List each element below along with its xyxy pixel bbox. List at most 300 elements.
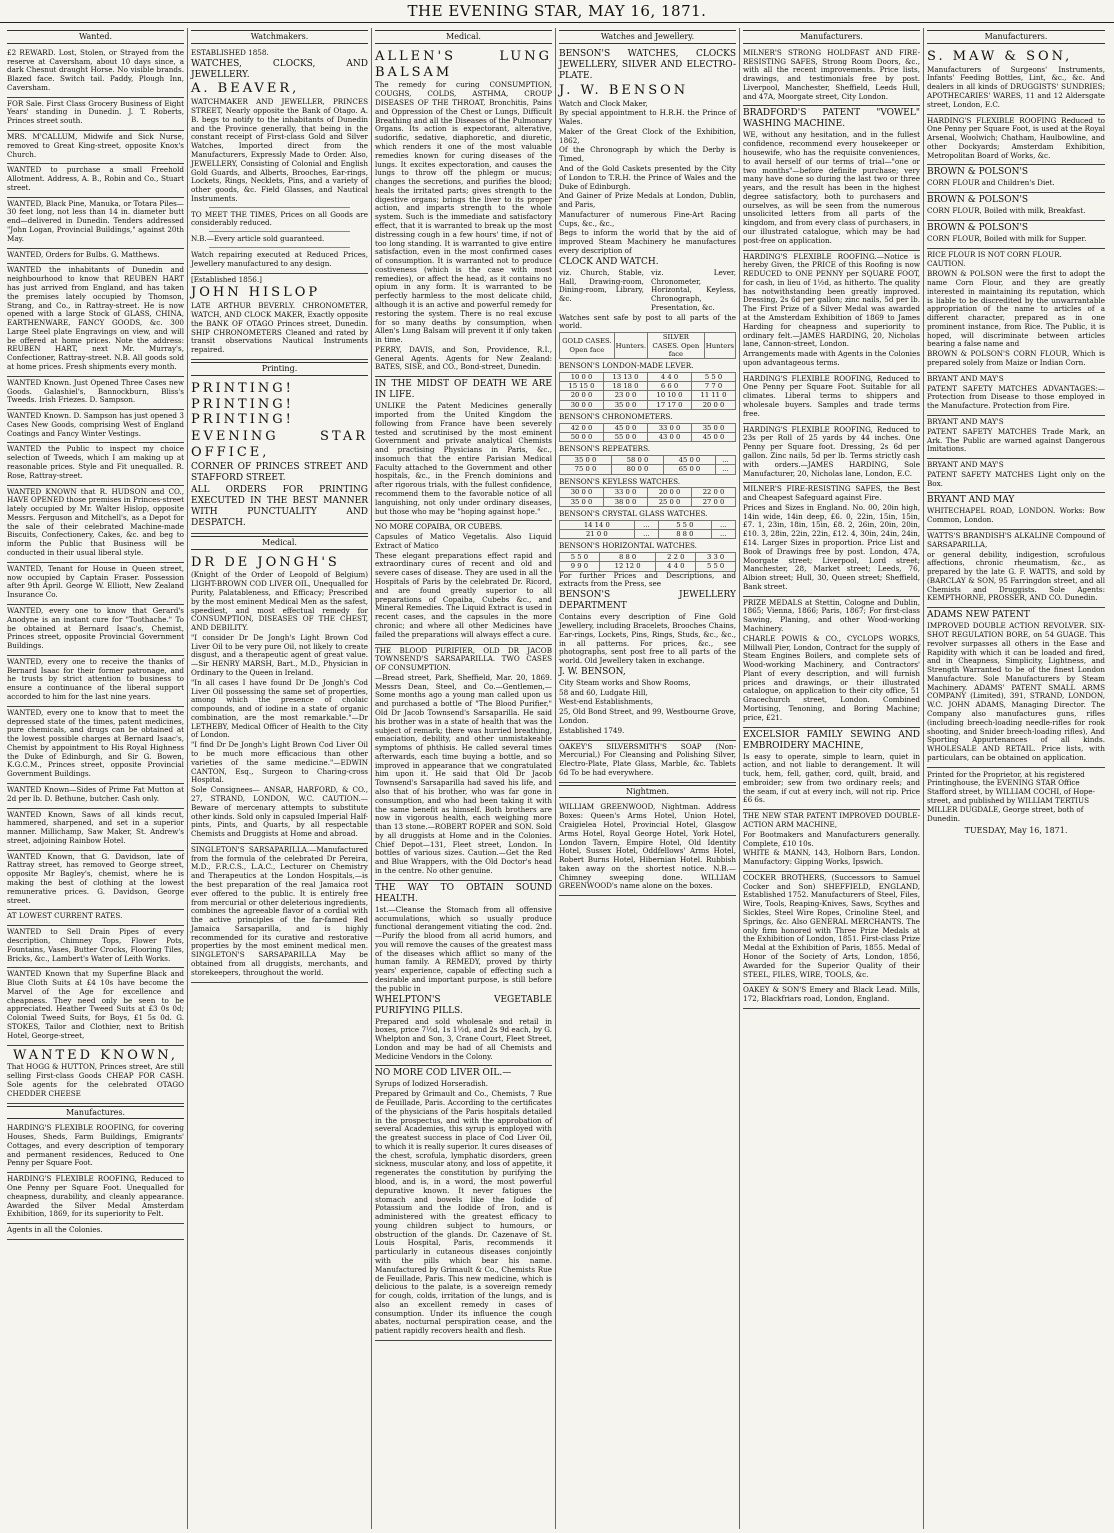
classified-ad <box>7 605 184 656</box>
classified-ad <box>7 98 184 131</box>
ad-subtitle: WHELPTON'S VEGETABLE PURIFYING PILLS. <box>375 994 552 1016</box>
classified-ad <box>7 656 184 707</box>
ad-harding <box>927 115 1105 166</box>
ad-title: THE WAY TO OBTAIN SOUND HEALTH. <box>375 882 552 904</box>
ad-body: Is easy to operate, simple to learn, quiet in action, and not liable to derangement. It will tuck, hem, fell, gather, cord, quilt, braid, and embroider; sew from two ordinary reels; and the seam, if cut at every inch, will not rip. Price £6 6s. <box>743 751 920 805</box>
ad-body: WANTED to purchase a small Freehold Allotment. Address, A. B., Robin and Co., Stuart street. <box>7 165 184 192</box>
column-6 <box>924 28 1108 1529</box>
table-cell: 65 0 0 <box>663 465 715 474</box>
ad-title: J. W. BENSON <box>559 82 689 98</box>
ad-excelsior <box>743 728 920 811</box>
ad-body: PRIZE MEDALS at Stettin, Cologne and Dublin, 1865; Vienna, 1866; Paris, 1867; For first-class Sawing, Planing, and other Wood-working Machinery. <box>743 597 920 633</box>
established: [Established 1856.] <box>191 274 262 284</box>
ad-copaiba <box>375 521 552 644</box>
table-cell: 27 0 0 <box>692 497 736 506</box>
table-row <box>560 553 736 562</box>
ad-printing <box>191 379 368 534</box>
ad-adams <box>927 608 1105 767</box>
table-cell: 45 0 0 <box>692 433 736 442</box>
ad-body: IMPROVED DOUBLE ACTION REVOLVER. SIX-SHOT REGULATION BORE, on 54 GUAGE. This revolver surpasses all others in the Ease and Rapidity with which it can be loaded and fired, and in Cheapness, Simplicity, Lightness, and Strength Warranted to be of the finest London Manufacture. Sole Manufacturers by Steam Machinery. ADAMS' PATENT SMALL ARMS COMPANY (Limited), 391, STRAND, LONDON, W.C. JOHN ADAMS, Managing Director. The Company also manufactures guns, rifles (including breech-loading needle-rifles for rook shooting, and Snider breech-loading rifles), And Sporting Appurtenances of all kinds. WHOLESALE AND RETAIL. Price lists, with particulars, can be obtained on application. <box>927 621 1105 762</box>
ad-body: Begs to inform the world that by the aid of improved Steam Machinery he manufactures every description of <box>559 228 736 256</box>
ad-title: BRYANT AND MAY'S <box>927 373 1004 383</box>
ad-title: BRYANT AND MAY'S <box>927 416 1004 426</box>
table-cell: 4 4 0 <box>648 372 692 381</box>
ad-body: And of the Gold Caskets presented by the City of London to T.R.H. the Prince of Wales and the Duke of Edinburgh. <box>559 163 736 191</box>
table-header-cell: GOLD CASES. Open face <box>560 333 615 359</box>
table-row <box>560 372 736 381</box>
ad-body: WANTED Known that my Superfine Black and Blue Cloth Suits at £4 10s have become the Marvel of the Age for excellence and cheapness. They need only be seen to be appreciated. Heather Tweed Suits at £3 0s 0d; Colonial Tweed Suits, for Boys, £1 5s 0d. G. STOKES, Tailor and Clothier, next to British Hotel, George-street, <box>7 969 184 1040</box>
table-cell: 14 14 0 <box>560 520 635 529</box>
ad-watts <box>927 530 1105 608</box>
table-cell: 30 0 0 <box>560 488 604 497</box>
divider <box>209 247 351 248</box>
ad-sound-health <box>375 881 552 1067</box>
ad-title: JOHN HISLOP <box>191 285 321 301</box>
ad-body: PATENT SAFETY MATCHES Light only on the Box. <box>927 469 1105 488</box>
ad-body: 25, Old Bond Street, and 99, Westbourne Grove, London. <box>559 707 736 725</box>
ad-title: WATTS'S BRANDISH'S ALKALINE Compound of SARSAPARILLA, <box>927 530 1105 549</box>
ad-body: WE, without any hesitation, and in the fullest confidence, recommend every housekeeper or housewife, who has the requisite conveniences, to avail herself of our terms of trial—"one or two months"—before definite purchase; very many have done so during the last two or three years, and the result has been in the highest degree satisfactory, both to purchasers and ourselves, as will be seen from the numerous unsolicited letters from all parts of the kingdom, and from every class of purchasers, in our illustrated catalogue, which may be had post-free on application. <box>743 130 920 245</box>
ad-maw <box>927 47 1105 115</box>
classified-ad <box>7 264 184 376</box>
table-cell: 25 0 0 <box>648 497 692 506</box>
table-cell: ... <box>715 456 735 465</box>
ad-body: —Bread street, Park, Sheffield, Mar. 20, 1869. Messrs Dean, Steel, and Co.—Gentlemen,—Some months ago a young man called upon us and purchased a bottle of "The Blood Purifier," Old Dr Jacob Townsend's Sarsaparilla. He said his brother was in a state of health that was the subject of remark; there was hurried breathing, emaciation, debility, and other unmistakeable symptoms of phthisis. He called several times afterwards, each time buying a bottle, and so improved in appearance that we congratulated him upon it. He said that Old Dr Jacob Townsend's Sarsaparilla had saved his life, and also that of his brother, who was far gone in consumption, and who had been taking it with the same benefit as himself. Both brothers are now in vigorous health, each weighing more than 13 stone.—ROBERT ROPER and SON. Sold by all druggists at Home and in the Colonies. Chief Depot—131, Fleet street, London. In bottles of various sizes. Caution.—Get the Red and Blue Wrappers, with the Old Doctor's head in the centre. No other genuine. <box>375 672 552 876</box>
ad-body: Established 1749. <box>559 725 625 735</box>
section-heading: Manufactures. <box>7 1106 184 1120</box>
ad-oakey-soap <box>559 741 736 783</box>
ad-title: THE NEW STAR PATENT IMPROVED DOUBLE-ACTION ARM MACHINE, <box>743 811 920 829</box>
table-cell: 35 0 0 <box>692 423 736 432</box>
ad-body: WANTED, every one to know that Gerard's Anodyne is an instant cure for "Toothache." To be obtained at Bernard Isaac's, Chemist, Princes street, opposite Provincial Government Buildings. <box>7 605 184 651</box>
imprint-date: TUESDAY, May 16, 1871. <box>964 826 1068 836</box>
ad-title: BRYANT AND MAY'S <box>927 460 1004 470</box>
ad-body: Contains every description of Fine Gold Jewellery, including Bracelets, Brooches Chains, Ear-rings, Lockets, Pins, Rings, Studs, &c., &c., in all patterns. For prices, &c., see photographs, sent post free to all parts of the world. Old Jewellery taken in exchange. <box>559 612 736 666</box>
ad-oakey <box>743 984 920 1009</box>
ad-body: West-end Establishments, <box>559 697 654 707</box>
table-cell: 38 0 0 <box>604 497 648 506</box>
ad-bryant-may-2 <box>927 416 1105 459</box>
table-cell: 21 0 0 <box>560 530 635 539</box>
table-cell: 2 2 0 <box>656 553 696 562</box>
section-heading: Wanted. <box>7 30 184 44</box>
ad-body: WANTED to Sell Drain Pipes of every description, Chimney Tops, Flower Pots, Fountains, Vases, Butter Crocks, Flooring Tiles, Bricks, &c., Lambert's Water of Leith Works. <box>7 927 184 963</box>
table-cell: 5 5 0 <box>692 372 736 381</box>
divider <box>209 231 351 232</box>
section-heading: Medical. <box>375 30 552 44</box>
table-cell: 5 5 0 <box>659 520 711 529</box>
column-4 <box>556 28 740 1529</box>
table-row <box>560 520 736 529</box>
ad-subtitle: Syrups of Iodized Horseradish. <box>375 1079 489 1089</box>
ad-title: A. BEAVER, <box>191 81 300 97</box>
ad-title: NO MORE COPAIBA, OR CUBEBS. <box>375 522 503 532</box>
price-table <box>559 487 736 507</box>
table-cell: ... <box>715 465 735 474</box>
ad-body: These elegant preparations effect rapid and extraordinary cures of recent and old and severe cases of disease. They are used in all the Hospitals of Paris by the celebrated Dr. Ricord, and are found greatly superior to all preparations of Copaiba, Cubebs &c., and Mineral Remedies. The Liquid Extract is used in recent cases, and the capsules in the more chronic; and where all other Medicines have failed the preparations will always effect a cure. <box>375 550 552 639</box>
ad-heading: WATCHES, CLOCKS, AND JEWELLERY. <box>191 58 368 80</box>
ad-agents: PERRY, DAVIS, and Son, Providence, R.I., General Agents. Agents for New Zealand: BATES, SISE, and CO., Bond-street, Dunedin. <box>375 344 552 372</box>
ad-title: BROWN & POLSON'S <box>927 222 1029 233</box>
price-sections <box>559 362 736 572</box>
ad-body: 58 and 60, Ludgate Hill, <box>559 687 648 697</box>
ad-hislop <box>191 274 368 360</box>
price-table <box>559 552 736 572</box>
classified-ad <box>7 563 184 605</box>
ad-body: WANTED, every one to know that to meet the depressed state of the times, patent medicines, pure chemicals, and drugs can be obtained at the lowest possible charges at Bernard Isaac's, Chemist by appointment to His Royal Highness the Duke of Edinburgh, and Sir G. Bowen, K.G.C.M., Princes street, opposite Provincial Government Buildings. <box>7 707 184 779</box>
table-cell: 13 13 0 <box>604 372 648 381</box>
classified-ad <box>7 164 184 197</box>
ad-body: or general debility, indigestion, scrofulous affections, chronic rheumatism, &c., as prepared by the late G. F. WATTS, and sold by (BARCLAY & SON, 95 Farringdon street, and all Chemists and Druggists. Sole Agents: KEMPTHORNE, PROSSER, AND CO. Dunedin. <box>927 549 1105 603</box>
ad-brown-polson-1 <box>927 165 1105 193</box>
classified-ad <box>7 249 184 265</box>
ad-body: HARDING'S FLEXIBLE ROOFING, Reduced to 23s per Roll of 25 yards by 44 inches. One Penny per Square foot. Dressing, 2s 6d per gallon. Zinc nails, 5d per lb. Terms strictly cash with orders.—JAMES HARDING, Sole Manufacturer, 20, Nicholas lane, London, E.C. <box>743 424 920 478</box>
price-table <box>559 455 736 475</box>
table-cell: 45 0 0 <box>663 456 715 465</box>
price-section-heading: BENSON'S REPEATERS. <box>559 444 651 454</box>
ad-prize-medals <box>743 597 920 728</box>
table-cell: 9 9 0 <box>560 562 600 571</box>
ad-milner <box>743 47 920 107</box>
ad-allen <box>375 47 552 378</box>
ad-body: Prepared by Grimault and Co., Chemists, 7 Rue de Feuillade, Paris. According to the certificates of the physicians of the Paris hospitals detailed in the prospectus, and with the approbation of several Academies, this syrup is employed with the greatest success in place of Cod Liver Oil, to which it is really superior. It cures diseases of the chest, scrofula, lymphatic disorders, green sickness, muscular atony, and loss of appetite, it regenerates the constitution by purifying the blood, and is, in a word, the most powerful depurative known. It never fatigues the stomach and bowels like the Iodide of Potassium and the Iodide of Iron, and is administered with the greatest efficacy to young children subject to humours, or obstruction of the glands. Dr. Cazenave of St. Louis Hospital, Paris, recommends it particularly in cutaneous diseases conjointly with the pills which bear his name. Manufactured by Grimault & Co., Chemists Rue de Feuillade, Paris. This new medicine, which is delicious to the palate, is a sovereign remedy for cough, colds, irritation of the lungs, and is also an excellent remedy in cases of consumption. Under its influence the cough abates, nocturnal perspiration cease, and the patient rapidly recovers health and flesh. <box>375 1089 552 1336</box>
ad-body: WANTED Known, Saws of all kinds recut, hammered, sharpened, and set in a superior manner. Millichamp, Saw Maker, St. Andrew's street, adjoining Rainbow Hotel. <box>7 809 184 845</box>
ad-title: EVENING STAR OFFICE, <box>191 429 368 461</box>
ad-harding-1 <box>743 251 920 373</box>
section-heading: Medical. <box>191 536 368 550</box>
ad-body: Maker of the Great Clock of the Exhibition, 1862, <box>559 126 736 145</box>
table-cell: 10 0 0 <box>560 372 604 381</box>
ad-body: City Steam works and Show Rooms, <box>559 677 691 687</box>
clock-list: viz. Church, Stable, Hall, Drawing-room, Dining-room, Library, &c. <box>559 267 644 304</box>
table-row <box>560 456 736 465</box>
column-1 <box>4 28 188 1529</box>
table-cell: 42 0 0 <box>560 423 604 432</box>
ad-body: The remedy for curing CONSUMPTION, COUGHS, COLDS, ASTHMA, CROUP DISEASES OF THE THROAT, Bronchitis, Pains and Oppression of the Chest or Lungs, Difficult Breathing and all the Diseases of the Pulmonary Organs. Its action is expectorant, alterative, sudorific, sedative, diaphoretic, and diuretic, which renders it one of the most valuable remedies known for curing diseases of the lungs. It excites expectoration, and causes the lungs to throw off the phlegm or mucus; changes the secretions, and purifies the blood; heals the irritated parts; gives strength to the digestive organs; brings the liver to its proper action, and imparts strength to the whole system. Such is the immediate and satisfactory effect, that it is warranted to break up the most distressing cough in a few hours' time, if not of too long standing. It is warranted to give entire satisfaction, even in the most confirmed cases of consumption. It is warranted not to produce costiveness (which is the case with most remedies), or affect the head, as it contains no opium in any form. It is warranted to be perfectly harmless to the most delicate child, although it is an active and powerful remedy for restoring the system. There is no real excuse for so many deaths by consumption, when Allen's Lung Balsam will prevent it if only taken in time. <box>375 80 552 345</box>
ad-title: BROWN & POLSON'S <box>927 195 1029 206</box>
ad-body: BROWN & POLSON were the first to adopt the name Corn Flour, and they are greatly interested in maintaining its reputation, which is liable to be discredited by the unwarrantable appropriation of the name to articles of a different character, prepared as in one prominent instance, from Rice. The Public, it is hoped, will discriminate between articles bearing a false name and <box>927 269 1105 349</box>
classified-ad <box>7 1224 184 1240</box>
ad-subtitle: Watch and Clock Maker, <box>559 98 648 108</box>
table-cell: 33 0 0 <box>604 488 648 497</box>
masthead: THE EVENING STAR, MAY 16, 1871. <box>0 0 1114 23</box>
table-cell: 20 0 0 <box>560 391 604 400</box>
ad-body: HARDING'S FLEXIBLE ROOFING, for covering Houses, Sheds, Farm Buildings, Emigrants' Cottages, and every description of temporary and permanent residences, Reduced to One Penny per Square Foot. <box>7 1123 184 1168</box>
column-3 <box>372 28 556 1529</box>
classified-ad <box>7 968 184 1045</box>
classified-ad <box>7 131 184 164</box>
table-cell: 22 0 0 <box>692 488 736 497</box>
table-cell: 8 8 0 <box>599 553 656 562</box>
classified-ad <box>7 443 184 485</box>
price-section-heading: BENSON'S CHRONOMETERS. <box>559 411 673 421</box>
ad-cod-liver <box>375 1066 552 1341</box>
ad-harding-3 <box>743 424 920 484</box>
ad-subtitle: BENSON'S JEWELLERY DEPARTMENT <box>559 590 736 612</box>
classified-ad <box>7 1122 184 1173</box>
table-row <box>560 488 736 497</box>
ad-body: CHARLE POWIS & CO., CYCLOPS WORKS, Millwall Pier, London, Contract for the supply of Steam Engines Boilers, and complete sets of Wood-working Machinery, and Contractors' Plant of every description, and will furnish prices and drawings, or their illustrated catalogue, on application to their city office, 51 Gracechurch street, London. Combined Mortising, Tenoning, and Boring Machine; price, £21. <box>743 633 920 722</box>
ad-body: And Gainer of Prize Medals at London, Dublin, and Paris, <box>559 191 736 210</box>
classified-ad <box>7 410 184 443</box>
table-cell: ... <box>634 520 658 529</box>
ad-body: MILNER'S STRONG HOLDFAST AND FIRE-RESISTING SAFES, Strong Room Doors, &c., with all the recent improvements. Price lists, drawings, and testimonials free by post. Liverpool, Manchester, Sheffield, Leeds Hull, and 47A, Moorgate street, City London. <box>743 47 920 101</box>
section-heading: Manufacturers. <box>743 30 920 44</box>
table-row <box>560 400 736 409</box>
ad-body: Prices and Sizes in England. No. 00, 20in high, 14in wide, 14in deep, £6. 0, 22in, 15in, 15in, £7. 1, 23in, 18in, 15in, £8. 2, 26in, 20in, 20in, £10. 3, 28in, 22in, 22in, £12. 4, 30in, 24in, 24in, £14. Larger Sizes in proportion. Price List and Book of Drawings free by post. London, 47A, Moorgate street; Liverpool, Lord street; Manchester, 28, Market street; Leeds, 76, Albion street; Hull, 30, Queen street; Sheffield, Bank street. <box>743 502 920 591</box>
ad-body: HARDING'S FLEXIBLE ROOFING.—Notice is hereby Given, the PRICE of this Roofing is now REDUCED to ONE PENNY per SQUARE FOOT, for cash, in lieu of 1½d, as hitherto. The quality has notwithstanding been greatly improved. Dressing, 2s 6d per gallon; zinc nails, 5d per lb. The First Prize of a Silver Medal was awarded at the Amsterdam Exhibition of 1869 to James Harding for cheapness and superiority to ordinary felt.—JAMES HARDING, 20, Nicholas lane, Cannon-street, London. <box>743 251 920 349</box>
ad-bryant-may-1 <box>927 373 1105 416</box>
ad-body: AT LOWEST CURRENT RATES. <box>7 911 123 921</box>
ad-list <box>7 47 184 1046</box>
ad-body: WILLIAM GREENWOOD, Nightman. Address Boxes: Queen's Arms Hotel, Union Hotel, Craigielea Hotel, Provincial Hotel, Glasgow Arms Hotel, Royal George Hotel, York Hotel, London Tavern, Empire Hotel, Old Identity Hotel, Sussex Hotel, Oddfellows' Arms Hotel, Robert Burns Hotel, Hibernian Hotel. Rubbish taken away on the shortest notice. N.B.—Chimney sweeping done. WILLIAM GREENWOOD's name alone on the boxes. <box>559 802 736 891</box>
ad-body: CORNER OF PRINCES STREET AND STAFFORD STREET. <box>191 461 368 483</box>
table-cell: 4 4 0 <box>656 562 696 571</box>
ad-body: ALL ORDERS FOR PRINTING EXECUTED IN THE BEST MANNER WITH PUNCTUALITY AND DESPATCH. <box>191 484 368 528</box>
classified-ad <box>7 486 184 563</box>
table-cell: 55 0 0 <box>604 433 648 442</box>
ad-singleton <box>191 844 368 983</box>
ad-title: MILNER'S FIRE-RESISTING SAFES, the Best and Cheapest Safeguard against Fire. <box>743 484 920 503</box>
ad-title: S. MAW & SON, <box>927 48 1073 64</box>
ad-body: PATENT SAFETY MATCHES ADVANTAGES:— Protection from Disease to those employed in the Manufacture. Protection from Fire. <box>927 383 1105 411</box>
table-row <box>560 530 736 539</box>
ad-title: NO MORE COD LIVER OIL.— <box>375 1068 512 1079</box>
classified-ad <box>7 707 184 784</box>
ad-body: For further Prices and Descriptions, and extracts from the Press, see <box>559 570 736 589</box>
ad-body: Agents in all the Colonies. <box>7 1225 103 1235</box>
section-heading: Watchmakers. <box>191 30 368 44</box>
ad-subtitle: CAUTION. <box>927 259 966 269</box>
ad-body: WANTED, Orders for Bulbs. G. Matthews. <box>7 249 160 259</box>
ad-title: ADAMS NEW PATENT <box>927 610 1030 621</box>
ad-body: £2 REWARD. Lost, Stolen, or Strayed from the reserve at Caversham, about 10 days since, a dark Chesnut draught Horse. No visible brands. Blazed face. Switch tail. Paddy, Plough Inn, Caversham. <box>7 47 184 92</box>
ad-body: CORN FLOUR, Boiled with milk, Breakfast. <box>927 206 1086 216</box>
section-heading: Nightmen. <box>559 785 736 799</box>
classified-ad <box>7 809 184 851</box>
ad-cocker <box>743 872 920 984</box>
table-row <box>560 562 736 571</box>
ad-body: CORN FLOUR, Boiled with milk for Supper. <box>927 233 1087 243</box>
ad-death-life <box>375 377 552 521</box>
ad-title: DR DE JONGH'S <box>191 554 340 570</box>
divider <box>209 207 351 208</box>
ad-title: BROWN & POLSON'S <box>927 167 1029 178</box>
ad-body: Sole Consignees— ANSAR, HARFORD, & CO., 27, STRAND, LONDON, W.C. CAUTION.—Beware of mercenary attempts to substitute other kinds. Sold only in capsuled Imperial Half-pints, Pints, and Quarts, by all respectable Chemists and Druggists at Home and abroad. <box>191 785 368 839</box>
table-cell: 30 0 0 <box>560 400 604 409</box>
ad-body: WANTED the inhabitants of Dunedin and neighbourhood to know that REUBEN HART has just arrived from England, and has taken the premises lately occupied by Thomson, Strang, and Co., in Rattray-street. He is now opened with a large Stock of GLASS, CHINA, EARTHENWARE, FANCY GOODS, &c. 300 Large Steel plate Engravings on view, and will be offered at home prices. Note the address: REUBEN HART, next Mr. Murray's, Confectioner, Rattray-street. N.B. All goods sold at home prices. Fresh shipments every month. <box>7 265 184 371</box>
table-row <box>560 465 736 474</box>
ad-beaver <box>191 47 368 274</box>
ad-body: MRS. M'CALLUM, Midwife and Sick Nurse, removed to Great King-street, opposite Knox's Church. <box>7 132 184 159</box>
ad-body: HARDING'S FLEXIBLE ROOFING, Reduced to One Penny per Square Foot. Suitable for all climates. Liberal terms to shippers and wholesale buyers. Samples and trade terms free. <box>743 373 920 418</box>
ad-body: WANTED Known—Sides of Prime Fat Mutton at 2d per lb. D. Bethune, butcher. Cash only. <box>7 785 184 803</box>
price-section-heading: BENSON'S KEYLESS WATCHES. <box>559 476 681 486</box>
ad-body: Watches sent safe by post to all parts of the world. <box>559 312 736 331</box>
ad-body: Watch repairing executed at Reduced Prices, Jewellery manufactured to any design. <box>191 250 368 268</box>
ad-body: Of the Chronograph by which the Derby is Timed, <box>559 145 736 164</box>
ad-body: WANTED Known. D. Sampson has just opened 3 Cases New Goods, comprising West of England Coatings and Fancy Winter Vestings. <box>7 411 184 438</box>
table-cell: 11 11 0 <box>692 391 736 400</box>
table-cell: 5 5 0 <box>560 553 600 562</box>
table-header-cell: Hunters. <box>614 333 647 359</box>
table-cell: 43 0 0 <box>648 433 692 442</box>
ad-list <box>7 1122 184 1240</box>
ad-hogg-hutton <box>7 1046 184 1104</box>
table-cell: 20 0 0 <box>692 400 736 409</box>
column-2 <box>188 28 372 1529</box>
ad-body: By special appointment to H.R.H. the Prince of Wales. <box>559 108 736 127</box>
ad-vowel <box>743 106 920 250</box>
section-heading: Printing. <box>191 362 368 376</box>
column-5 <box>740 28 924 1529</box>
classified-ad <box>7 1173 184 1224</box>
table-cell: ... <box>711 530 735 539</box>
ad-body: FOR Sale. First Class Grocery Business of Eight Years' standing in Dunedin. J. T. Roberts, Princes street south. <box>7 98 184 126</box>
ad-body: For Bootmakers and Manufacturers generally. Complete, £10 10s. <box>743 829 920 848</box>
table-cell: 35 0 0 <box>604 400 648 409</box>
table-cell: 20 0 0 <box>648 488 692 497</box>
price-section-heading: BENSON'S LONDON-MADE LEVER. <box>559 361 694 371</box>
ad-title: ALLEN'S LUNG BALSAM <box>375 48 552 80</box>
table-row <box>560 497 736 506</box>
ad-body: WHITE & MANN, 143, Holborn Bars, London. Manufactory: Gipping Works, Ipswich. <box>743 848 920 867</box>
ad-title: THE BLOOD PURIFIER, OLD DR JACOB TOWNSEND'S SARSAPARILLA. TWO CASES OF CONSUMPTION. <box>375 645 552 673</box>
table-cell: 5 5 0 <box>696 562 736 571</box>
ad-body: HARDING'S FLEXIBLE ROOFING Reduced to One Penny per Square Foot, is used at the Royal Arsenal, Woolwich; Chatham, Haulbowline, and other Dockyards; Amsterdam Exhibition, Metropolitan Board of Works, &c. <box>927 115 1105 160</box>
ad-body: WANTED KNOWN that R. HUDSON and CO., HAVE OPENED those premises in Princes-street lately occupied by Mr. Walter Hislop, opposite Messrs. Ferguson and Mitchell's, as a Depot for the sale of their celebrated Machine-made Biscuits, Confectionery, Cakes, &c. and beg to inform the Public that Business will be conducted in their usual liberal style. <box>7 486 184 558</box>
table-cell: 7 7 0 <box>692 382 736 391</box>
table-cell: 45 0 0 <box>604 423 648 432</box>
table-cell: 15 15 0 <box>560 382 604 391</box>
ad-title: PRINTING! PRINTING! PRINTING! <box>191 380 294 428</box>
classified-ad <box>7 784 184 809</box>
price-table <box>559 520 736 540</box>
ad-title: BRADFORD'S PATENT "VOWEL" WASHING MACHINE. <box>743 108 920 130</box>
table-cell: 8 8 0 <box>659 530 711 539</box>
table-cell: 50 0 0 <box>560 433 604 442</box>
table-row <box>560 391 736 400</box>
imprint: Printed for the Proprietor, at his registered Printinghouse, the EVENING STAR Office Stafford street, by WILLIAM COCHI, of Hope-street, and published by WILLIAM TERTIUS MILLER DUGDALE, George street, both of Dunedin. <box>927 769 1095 823</box>
ad-quote: "In all cases I have found Dr De Jongh's Cod Liver Oil possessing the same set of properties, among which the presence of cholaic compounds, and of iodine in a state of organic combination, are the most remarkable."—Dr LETHEBY, Medical Officer of Health to the City of London. <box>191 677 368 740</box>
classified-ad <box>7 47 184 98</box>
ad-body: WATCHMAKER AND JEWELLER, PRINCES STREET, Nearly opposite the Bank of Otago. A. B. begs to notify to the inhabitants of Dunedin and the Province generally, that being in the constant receipt of First-class Gold and Silver Watches, Imported direct from the Manufacturers, Expressly Made to Order. Also, JEWELLERY, Consisting of Colonial and English Gold Guards, and Alberts, Brooches, Ear-rings, Lockets, Rings, Necklets, Pins, and a variety of other goods, &c. Field Glasses, and Nautical Instruments. <box>191 97 368 203</box>
ad-body: N.B.—Every article sold guaranteed. <box>191 234 325 244</box>
ad-title: IN THE MIDST OF DEATH WE ARE IN LIFE. <box>375 379 552 401</box>
table-cell: 6 6 0 <box>648 382 692 391</box>
table-header-cell: Hunters <box>704 333 735 359</box>
ad-title: BRYANT AND MAY <box>927 495 1015 506</box>
ad-body: PATENT SAFETY MATCHES Trade Mark, an Ark. The Public are warned against Dangerous Imitations. <box>927 426 1105 454</box>
ad-body: UNLIKE the Patent Medicines generally imported from the United Kingdom the following from France have been severely tested and scrutinised by the most eminent Government and private analytical Chemists and practising Physicians in Paris, &c., insomuch that the entire Parisian Medical Faculty attached to the Government and other hospitals, &c., in the French dominions and after rigorous trials, with the fullest confidence, recommend them to the favorable notice of all languishing, not only under ordinary diseases, but those who may be "hoping against hope." <box>375 401 552 516</box>
ad-dejongh <box>191 553 368 844</box>
ad-body: 1st.—Cleanse the Stomach from all offensive accumulations, which so usually produce functional derangement vitiating the cod. 2nd.—Purify the blood from all acrid humors, and you will remove the causes of the greatest mass of the diseases which afflict so many of the human family. A REMEDY, proved by thirty years' experience, capable of effecting such a desirable and important purpose, is still before the public in <box>375 904 552 993</box>
classified-ad <box>7 926 184 968</box>
ad-brown-polson-2 <box>927 193 1105 221</box>
table-cell: 35 0 0 <box>560 497 604 506</box>
ad-blood-purifier <box>375 645 552 881</box>
table-cell: 80 0 0 <box>611 465 663 474</box>
ad-milner-2 <box>743 483 920 596</box>
table-cell: 33 0 0 <box>648 423 692 432</box>
ad-subtitle: Capsules of Matico Vegetalis. Also Liquid Extract of Matico <box>375 532 552 550</box>
ad-body: SINGLETON'S SARSAPARILLA.—Manufactured from the formula of the celebrated Dr Pereira, M.D., F.R.C.S., L.A.C., Lecturer on Chemistry and Therapeutics at the London Hospitals,—is the best preparation of the real Jamaica root ever offered to the public. It is entirely free from mercurial or other deleterious ingredients, combines the agreeable flavor of a cordial with the active principles of the far-famed Red Jamaica Sarsaparilla, and is highly recommended for its curative and restorative properties by the most eminent medical men. SINGLETON'S SARSAPARILLA May be obtained from all druggists, merchants, and storekeepers, throughout the world. <box>191 844 368 977</box>
ad-body: COCKER BROTHERS, (Successors to Samuel Cocker and Son) SHEFFIELD, ENGLAND, Established 1752. Manufacturers of Steel, Files, Wire, Tools, Reaping-Knives, Saws, Scythes and Sickles, Steel Wire Ropes, Crinoline Steel, and Springs, &c. Also GENERAL MERCHANTS. The only firm honored with Three Prize Medals at the Exhibition of London, 1851. First-class Prize Medal at the Exhibition of Paris, 1855. Medal of Honor of the Society of Arts, London, 1856, Awarded for the Superior Quality of their STEEL, FILES, WIRE, TOOLS, &c. <box>743 872 920 979</box>
table-cell: 58 0 0 <box>611 456 663 465</box>
ad-title: EXCELSIOR FAMILY SEWING AND EMBROIDERY MACHINE, <box>743 729 920 751</box>
table-cell: 35 0 0 <box>560 456 612 465</box>
ad-body: BROWN & POLSON'S CORN FLOUR, Which is prepared solely from Maize or Indian Corn. <box>927 349 1105 368</box>
ad-body: HARDING'S FLEXIBLE ROOFING, Reduced to One Penny per Square Foot. Unequalled for cheapness, durability, and cleanly appearance. Awarded the Silver Medal Amsterdam Exhibition, 1869, for its superiority to Felt. <box>7 1174 184 1219</box>
table-cell: 17 17 0 <box>648 400 692 409</box>
ad-brown-polson-3 <box>927 221 1105 249</box>
table-cell: ... <box>711 520 735 529</box>
established: ESTABLISHED 1858. <box>191 47 269 57</box>
ad-body: CORN FLOUR and Children's Diet. <box>927 178 1055 188</box>
table-row <box>560 433 736 442</box>
ad-arm-machine <box>743 810 920 872</box>
ad-quote: "I consider Dr De Jongh's Light Brown Cod Liver Oil to be very pure Oil, not likely to create disgust, and a therapeutic agent of great value.—Sir HENRY MARSH, Bart., M.D., Physician in Ordinary to the Queen in Ireland. <box>191 632 368 677</box>
ad-body: WANTED Known. Just Opened Three Cases new Goods. Galashiel's, Bannockburn, Bliss's Tweeds. Irish Friezes. D. Sampson. <box>7 377 184 405</box>
ad-benson <box>559 47 736 741</box>
price-table <box>559 423 736 443</box>
ad-body: Manufacturer of numerous Fine-Art Racing Cups, &c., &c., <box>559 209 736 228</box>
ad-body: LATE ARTHUR BEVERLY. CHRONOMETER, WATCH, AND CLOCK MAKER, Exactly opposite the BANK OF OTAGO Princes street, Dunedin. SHIP CHRONOMETERS Cleaned and rated by transit observations Nautical Instruments repaired. <box>191 301 368 355</box>
ad-body: WANTED the Public to inspect my choice selection of Tweeds, which I am making up at reasonable prices. Style and Fit unequalled. R. Rose, Rattray-street. <box>7 444 184 480</box>
section-heading: Manufacturers. <box>927 30 1105 44</box>
classified-ad <box>7 910 184 926</box>
table-cell: 75 0 0 <box>560 465 612 474</box>
table-header-cell: SILVER CASES. Open face <box>648 333 705 359</box>
ad-body: Manufacturers of Surgeons' Instruments, Infants' Feeding Bottles, Lint, &c., &c. And dealers in all kinds of DRUGGISTS' SUNDRIES; APOTHECARIES' WARES, 11 and 12 Aldersgate street, London, E.C. <box>927 64 1105 109</box>
ad-body: OAKEY & SON'S Emery and Black Lead. Mills, 172, Blackfriars road, London, England. <box>743 985 920 1004</box>
section-heading: Watches and Jewellery. <box>559 30 736 44</box>
ad-body: WANTED, every one to receive the thanks of Bernard Isaac for their former patronage, and he trusts by strict attention to business to ensure a continuance of the liberal support accorded to him for the last nine years. <box>7 656 184 701</box>
price-table <box>559 372 736 410</box>
classified-ad <box>7 851 184 911</box>
table-row <box>560 382 736 391</box>
ad-heading: BENSON'S WATCHES, CLOCKS JEWELLERY, SILVER AND ELECTRO-PLATE. <box>559 48 736 81</box>
table-cell: 3 3 0 <box>696 553 736 562</box>
ad-harding-2 <box>743 373 920 424</box>
ad-subtitle: J. W. BENSON, <box>559 666 626 677</box>
price-table-header <box>559 332 736 359</box>
ad-bryant-may-3 <box>927 459 1105 493</box>
ad-body: WANTED, Tenant for House in Queen street, now occupied by Captain Fraser. Possession after 9th April. George W. Elliott, New Zealand Insurance Co. <box>7 563 184 600</box>
ad-subtitle: CLOCK AND WATCH. <box>559 256 659 267</box>
table-cell: 18 18 0 <box>604 382 648 391</box>
ad-body: OAKEY'S SILVERSMITH'S SOAP (Non-Mercurial,) For Cleansing and Polishing Silver, Electro-Plate, Plate Glass, Marble, &c. Tablets 6d To be had everywhere. <box>559 741 736 777</box>
wanted-known-heading: WANTED KNOWN, <box>13 1047 178 1063</box>
ad-quote: "I find Dr De Jongh's Light Brown Cod Liver Oil to be much more efficacious than other varieties of the same medicine."—EDWIN CANTON, Esq., Surgeon to Charing-cross Hospital. <box>191 740 368 785</box>
ad-body: WANTED Known, that G. Davidson, late of Rattray street, has removed to George street, opposite Mr Bagley's, chemist, where he is making the best of clothing at the lowest remunerative prices. G. Davidson, George street. <box>7 851 184 905</box>
table-row <box>560 423 736 432</box>
ad-title: RICE FLOUR IS NOT CORN FLOUR. <box>927 249 1062 259</box>
ad-body: TO MEET THE TIMES, Prices on all Goods are considerably reduced. <box>191 209 368 228</box>
table-cell: 12 12 0 <box>599 562 656 571</box>
price-section-heading: BENSON'S CRYSTAL GLASS WATCHES. <box>559 509 708 519</box>
ad-body: WANTED, Black Pine, Manuka, or Totara Piles—30 feet long, not less than 14 in. diameter butt end—delivered in Dunedin. Tenders addressed "John Logan, Provincial Buildings," against 20th May. <box>7 198 184 243</box>
table-cell: 10 10 0 <box>648 391 692 400</box>
classified-ad <box>7 198 184 249</box>
ad-body: (Knight of the Order of Leopold of Belgium) LIGHT-BROWN COD LIVER OIL, Unequalled for Purity, Palatableness, and Efficacy; Prescribed by the most eminent Medical Men as the safest, speediest, and most effectual remedy for CONSUMPTION, DISEASES OF THE CHEST, AND DEBILITY. <box>191 570 368 633</box>
price-section-heading: BENSON'S HORIZONTAL WATCHES. <box>559 541 697 551</box>
classified-ad <box>7 377 184 410</box>
ad-bryant-may-4 <box>927 493 1105 530</box>
watch-list: viz. Lever, Chronometer, Horizontal, Keyless, Chronograph, Presentation, &c. <box>651 267 736 312</box>
ad-rice-flour <box>927 249 1105 373</box>
ad-body: That HOGG & HUTTON, Princes street, Are still selling First-class Goods CHEAP FOR CASH. Sole agents for the celebrated OTAGO CHEDDER CHEESE <box>7 1062 184 1098</box>
